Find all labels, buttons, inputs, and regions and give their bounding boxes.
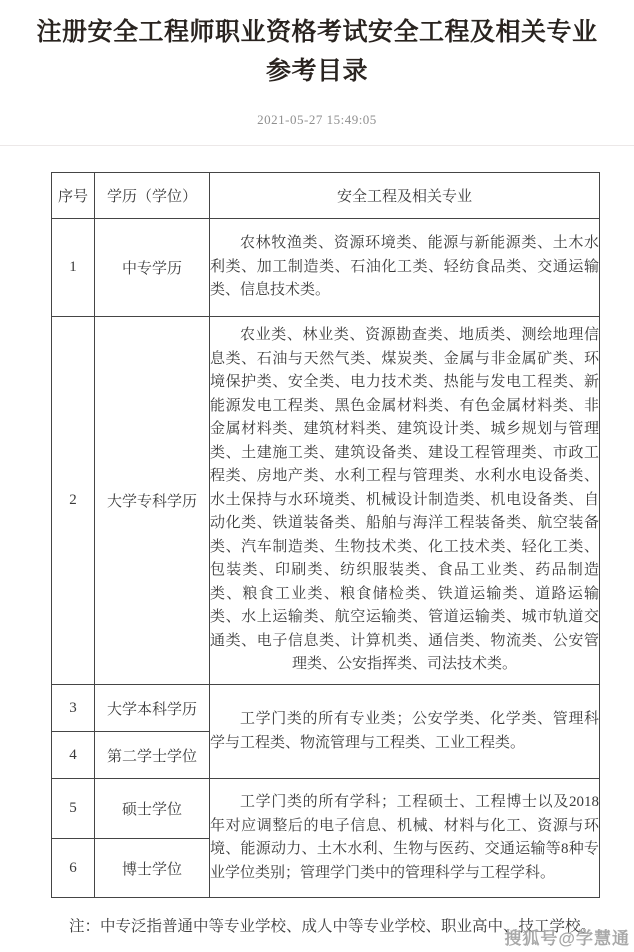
row-index-cell: 3 — [52, 685, 95, 732]
col-header-index: 序号 — [52, 173, 95, 219]
row-index-cell: 6 — [52, 839, 95, 898]
table-header-row — [52, 173, 600, 219]
majors-cell: 农业类、林业类、资源勘查类、地质类、测绘地理信息类、石油与天然气类、煤炭类、金属与非金属矿类、环境保护类、安全类、电力技术类、热能与发电工程类、新能源发电工程类、黑色金属材料类、有色金属材料类、非金属材料类、建筑材料类、建筑设计类、城乡规划与管理类、土建施工类、建筑设备类、建设工程管理类、市政工程类、房地产类、水利工程与管理类、水利水电设备类、水土保持与水环境类、机械设计制造类、机电设备类、自动化类、铁道装备类、船舶与海洋工程装备类、航空装备类、汽车制造类、生物技术类、化工技术类、轻化工类、包装类、印刷类、纺织服装类、食品工业类、药品制造类、粮食工业类、粮食储检类、铁道运输类、道路运输类、水上运输类、航空运输类、管道运输类、城市轨道交通类、电子信息类、计算机类、通信类、物流类、公安管理类、公安指挥类、司法技术类。 — [210, 317, 600, 685]
publish-timestamp: 2021-05-27 15:49:05 — [257, 112, 377, 127]
col-header-majors: 安全工程及相关专业 — [210, 173, 600, 219]
degree-cell: 大学专科学历 — [95, 317, 210, 685]
table-row — [52, 685, 600, 732]
header-divider — [0, 145, 634, 146]
sohu-watermark: 搜狐号@学慧通 — [504, 929, 630, 948]
degree-cell: 大学本科学历 — [95, 685, 210, 732]
majors-cell: 工学门类的所有专业类；公安学类、化学类、管理科学与工程类、物流管理与工程类、工业工程类。 — [210, 685, 600, 779]
table-row — [52, 779, 600, 839]
row-index-cell: 2 — [52, 317, 95, 685]
row-index-cell: 1 — [52, 219, 95, 317]
row-index-cell: 5 — [52, 779, 95, 839]
degree-cell: 博士学位 — [95, 839, 210, 898]
table-row — [52, 219, 600, 317]
row-index-cell: 4 — [52, 732, 95, 779]
degree-cell: 中专学历 — [95, 219, 210, 317]
degree-cell: 硕士学位 — [95, 779, 210, 839]
majors-cell: 工学门类的所有学科；工程硕士、工程博士以及2018年对应调整后的电子信息、机械、材料与化工、资源与环境、能源动力、土木水利、生物与医药、交通运输等8种专业学位类别；管理学门类中的管理科学与工程学科。 — [210, 779, 600, 898]
col-header-degree: 学历（学位） — [95, 173, 210, 219]
degree-cell: 第二学士学位 — [95, 732, 210, 779]
table-row — [52, 317, 600, 685]
majors-cell: 农林牧渔类、资源环境类、能源与新能源类、土木水利类、加工制造类、石油化工类、轻纺食品类、交通运输类、信息技术类。 — [210, 219, 600, 317]
note-text: 注：中专泛指普通中等专业学校、成人中等专业学校、职业高中、技工学校。 — [69, 918, 597, 935]
page-title: 注册安全工程师职业资格考试安全工程及相关专业参考目录 — [36, 18, 598, 85]
majors-reference-table — [51, 172, 600, 898]
